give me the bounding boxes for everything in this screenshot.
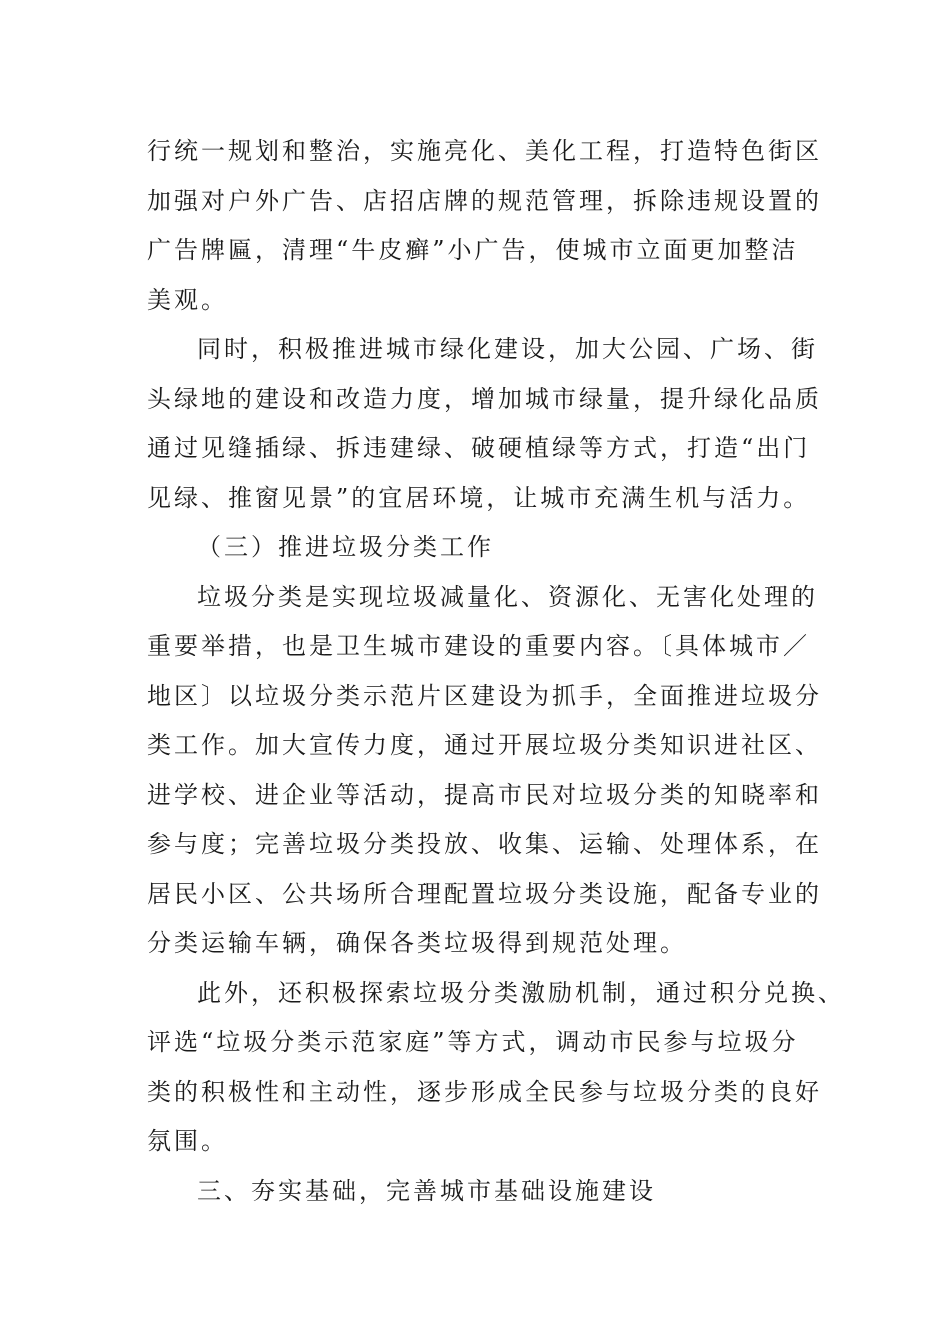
text-line: 此外，还积极探索垃圾分类激励机制，通过积分兑换、 bbox=[197, 978, 845, 1007]
text-line: 见绿、推窗见景”的宜居环境，让城市充满生机与活力。 bbox=[147, 483, 811, 512]
heading-infrastructure bbox=[147, 1167, 807, 1217]
subheading-waste-sorting bbox=[147, 523, 807, 573]
document-body bbox=[147, 127, 845, 1216]
text-line: 美观。 bbox=[147, 285, 228, 314]
text-line: 评选“垃圾分类示范家庭”等方式，调动市民参与垃圾分 bbox=[147, 1028, 799, 1056]
paragraph-urban-facade bbox=[147, 127, 822, 325]
paragraph-waste-sorting bbox=[147, 573, 822, 969]
text-line: 重要举措，也是卫生城市建设的重要内容。〔具体城市／ bbox=[147, 632, 810, 660]
section-heading: （三）推进垃圾分类工作 bbox=[197, 533, 494, 561]
text-line: 广告牌匾，清理“牛皮癣”小广告，使城市立面更加整洁 bbox=[147, 236, 799, 264]
text-line: 类的积极性和主动性，逐步形成全民参与垃圾分类的良好 bbox=[147, 1077, 822, 1106]
text-line: 通过见缝插绿、拆违建绿、破硬植绿等方式，打造“出门 bbox=[147, 434, 811, 462]
paragraph-incentives bbox=[147, 969, 845, 1167]
text-line: 同时，积极推进城市绿化建设，加大公园、广场、街 bbox=[197, 335, 818, 363]
text-line: 头绿地的建设和改造力度，增加城市绿量，提升绿化品质 bbox=[147, 384, 822, 413]
text-line: 类工作。加大宣传力度，通过开展垃圾分类知识进社区、 bbox=[147, 731, 822, 759]
text-line: 进学校、进企业等活动，提高市民对垃圾分类的知晓率和 bbox=[147, 780, 822, 809]
text-line: 加强对户外广告、店招店牌的规范管理，拆除违规设置的 bbox=[147, 186, 822, 215]
text-line: 行统一规划和整治，实施亮化、美化工程，打造特色街区 bbox=[147, 137, 822, 165]
text-line: 垃圾分类是实现垃圾减量化、资源化、无害化处理的 bbox=[197, 582, 818, 611]
text-line: 分类运输车辆，确保各类垃圾得到规范处理。 bbox=[147, 929, 687, 957]
text-line: 居民小区、公共场所合理配置垃圾分类设施，配备专业的 bbox=[147, 879, 822, 908]
paragraph-greening bbox=[147, 325, 822, 523]
text-line: 地区〕以垃圾分类示范片区建设为抓手，全面推进垃圾分 bbox=[147, 681, 822, 710]
text-line: 氛围。 bbox=[147, 1127, 228, 1155]
section-heading: 三、夯实基础，完善城市基础设施建设 bbox=[197, 1176, 656, 1205]
text-line: 参与度；完善垃圾分类投放、收集、运输、处理体系，在 bbox=[147, 830, 822, 858]
